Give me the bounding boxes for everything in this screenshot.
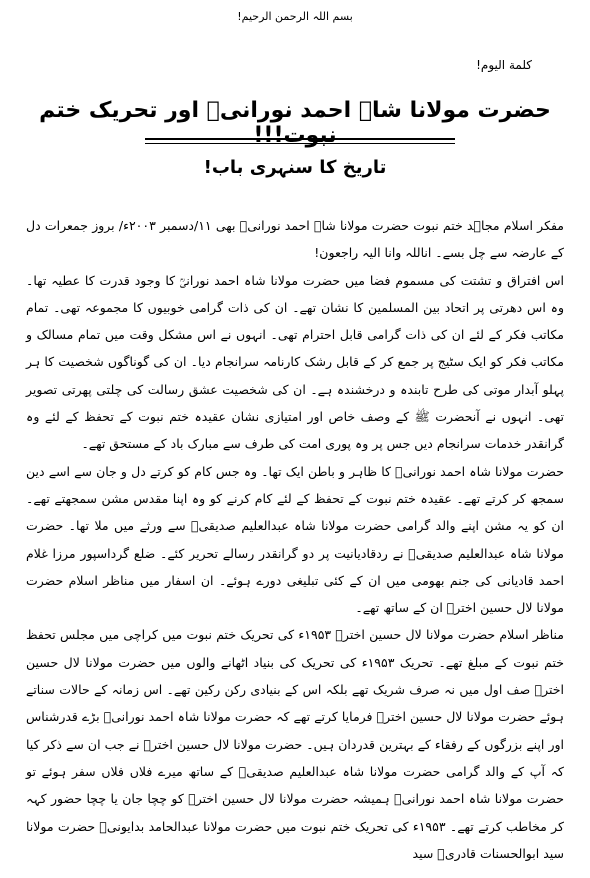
article-body [26, 212, 564, 867]
body-paragraph: اس افتراق و تشتت کی مسموم فضا میں حضرت مولانا شاہ احمد نورانیؒ کا وجود قدرت کا عطیہ تھا۔ وہ اس دھرتی پر اتحاد بین المسلمین کا نشان تھے۔ ان کی ذات گرامی خوبیوں کا مجموعہ تھی۔ تمام مکاتب فکر کے لئے ان کی ذات گرامی قابل احترام تھی۔ انہوں نے اس مشکل وقت میں تمام مسالک و مکاتب فکر کو ایک سٹیج پر جمع کر کے قابل رشک کارنامہ سرانجام دیا۔ ان کی گوناگوں شخصیت کا ہر پہلو آبدار موتی کی طرح تابندہ و درخشندہ ہے۔ ان کی شخصیت عشق رسالت کی چلتی پھرتی تصویر تھی۔ انہوں نے آنحضرت ﷺ کے وصف خاص اور امتیازی نشان عقیدہ ختم نبوت کے تحفظ کے لئے وہ گرانقدر خدمات سرانجام دیں جس پر وہ پوری امت کی طرف سے مبارک باد کے مستحق تھے۔ [26, 272, 564, 452]
article-title: حضرت مولانا شاہ احمد نورانیؒ اور تحریک ختم نبوت!!! [39, 98, 551, 148]
body-paragraph: حضرت مولانا شاہ احمد نورانیؒ کا ظاہر و باطن ایک تھا۔ وہ جس کام کو کرتے دل و جان سے اسے دین سمجھ کر کرتے تھے۔ عقیدہ ختم نبوت کے تحفظ کے لئے کام کرنے کو وہ اپنا مقدس مشن سمجھتے تھے۔ ان کو یہ مشن اپنے والد گرامی حضرت مولانا شاہ عبدالعلیم صدیقیؒ سے ورثے میں ملا تھا۔ حضرت مولانا شاہ عبدالعلیم صدیقیؒ نے ردقادیانیت پر دو گرانقدر رسالے تحریر کئے۔ ضلع گرداسپور مرزا غلام احمد قادیانی کی جنم بھومی میں ان کے کئی تبلیغی دورے ہوئے۔ ان اسفار میں مناظر اسلام حضرت مولانا لال حسین اخترؒ ان کے ساتھ تھے۔ [26, 463, 564, 616]
body-paragraph: مناظر اسلام حضرت مولانا لال حسین اخترؒ ۱۹۵۳ء کی تحریک ختم نبوت میں کراچی میں مجلس تحفظ ختم نبوت کے مبلغ تھے۔ تحریک ۱۹۵۳ء کی تحریک کی بنیاد اٹھانے والوں میں حضرت مولانا لال حسین اخترؒ صف اول میں نہ صرف شریک تھے بلکہ اس کے بنیادی رکن رکین تھے۔ اس زمانہ کے حالات سناتے ہوئے حضرت مولانا لال حسین اخترؒ فرمایا کرتے تھے کہ حضرت مولانا شاہ احمد نورانیؒ بڑے قدرشناس اور اپنے بزرگوں کے رفقاء کے بہترین قدردان ہیں۔ حضرت مولانا لال حسین اخترؒ نے جب ان سے ذکر کیا کہ آپ کے والد گرامی حضرت مولانا شاہ عبدالعلیم صدیقیؒ کے ساتھ میرے فلاں فلاں سفر ہوئے تو حضرت مولانا شاہ احمد نورانیؒ ہمیشہ حضرت مولانا لال حسین اخترؒ کو چچا جان یا چچا حضور کہہ کر مخاطب کرتے تھے۔ ۱۹۵۳ء کی تحریک ختم نبوت میں حضرت مولانا عبدالحامد بدایونیؒ حضرت مولانا سید ابوالحسنات قادریؒ سید [26, 627, 564, 861]
body-paragraph: مفکر اسلام مجاہد ختم نبوت حضرت مولانا شاہ احمد نورانیؒ بھی ۱۱/دسمبر ۲۰۰۳ء/ بروز جمعرات دل کے عارضہ سے چل بسے۔ اناللہ وانا الیہ راجعون! [26, 218, 564, 261]
bismillah-heading: بسم اللہ الرحمن الرحیم! [237, 10, 353, 23]
title-underline-thin [145, 143, 455, 144]
article-subtitle: تاریخ کا سنہری باب! [203, 157, 387, 178]
title-underline-thick [145, 138, 455, 140]
kalima-tag: کلمة الیوم! [476, 58, 532, 72]
